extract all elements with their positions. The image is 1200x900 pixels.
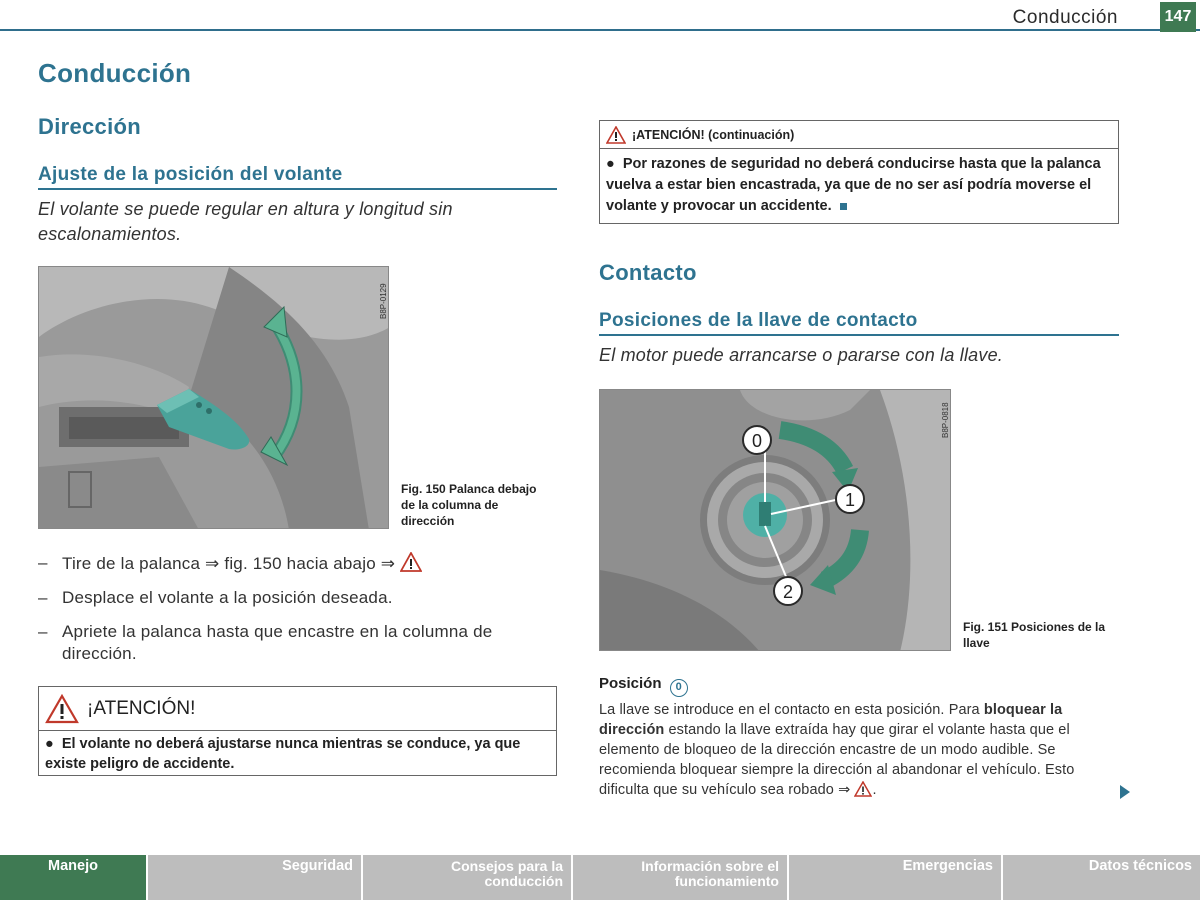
section-title-direccion: Dirección <box>38 114 141 139</box>
callout-2 <box>774 577 802 605</box>
position-number-badge: 0 <box>670 679 688 697</box>
subsection-title-ajuste-volante: Ajuste de la posición del volante <box>38 164 557 190</box>
tab-consejos-conduccion[interactable]: Consejos para la conducción <box>363 855 573 900</box>
step-1-text: Tire de la palanca ⇒ fig. 150 hacia abajo ⇒ <box>62 554 396 573</box>
figure-151-ignition-positions <box>599 389 951 651</box>
warning-box-header <box>39 687 556 731</box>
warning-cont-body <box>600 149 1118 217</box>
chapter-navigation-bar <box>0 855 1200 900</box>
callout-1 <box>836 485 864 513</box>
tab-seguridad[interactable]: Seguridad <box>148 855 363 900</box>
figure-151-caption <box>963 619 1123 651</box>
page-number: 147 <box>1160 2 1196 32</box>
running-header-title: Conducción <box>1012 7 1118 28</box>
figure-150-text: Palanca debajo de la columna de dirección <box>401 482 537 528</box>
figure-151-text: Posiciones de la llave <box>963 620 1106 650</box>
end-square-icon <box>840 203 847 210</box>
list-item <box>38 552 558 575</box>
list-item <box>38 587 558 609</box>
callout-1-label: 1 <box>844 490 856 510</box>
steering-column-illustration <box>39 267 389 529</box>
warning-cont-text: Por razones de seguridad no deberá conducirse hasta que la palanca vuelva a estar bien encastrada, ya que de no ser así podría moverse el volante y provocar un accidente. <box>606 156 1101 214</box>
bullet-icon: ● <box>606 156 623 172</box>
list-item <box>38 621 558 665</box>
body-text-part-2: estando la llave extraída hay que girar el volante hasta que el elemento de bloqueo de la dirección encastre de un modo audible. Se recomienda bloquear siempre la dirección al abandonar el vehículo. Esto dificulta que su vehículo sea robado ⇒ <box>599 722 1075 798</box>
figure-150-steering-lever <box>38 266 389 529</box>
tab-emergencias[interactable]: Emergencias <box>789 855 1003 900</box>
adjustment-steps-list <box>38 552 558 677</box>
position-heading-label: Posición <box>599 675 662 692</box>
intro-text-volante: El volante se puede regular en altura y longitud sin escalonamientos. <box>38 199 453 244</box>
warning-triangle-icon <box>606 126 626 144</box>
callout-2-label: 2 <box>782 582 794 602</box>
ignition-lock-illustration <box>600 390 951 651</box>
figure-150-caption <box>401 481 551 529</box>
callout-0 <box>743 426 771 454</box>
warning-triangle-icon <box>45 694 79 724</box>
figure-151-label: Fig. 151 <box>963 620 1008 634</box>
list-dash: – <box>38 553 48 572</box>
warning-body <box>39 731 556 774</box>
list-dash: – <box>38 622 48 641</box>
warning-title: ¡ATENCIÓN! <box>87 697 196 719</box>
continue-arrow-icon[interactable] <box>1120 785 1130 799</box>
warning-box-continuation <box>599 120 1119 224</box>
warning-cont-title: ¡ATENCIÓN! (continuación) <box>632 127 795 142</box>
tab-datos-tecnicos[interactable]: Datos técnicos <box>1003 855 1200 900</box>
warning-box-header <box>600 121 1118 149</box>
figure-150-label: Fig. 150 <box>401 482 446 496</box>
callout-0-label: 0 <box>751 431 763 451</box>
intro-text-contacto: El motor puede arrancarse o pararse con la llave. <box>599 345 1004 365</box>
subsection-title-posiciones-llave: Posiciones de la llave de contacto <box>599 310 1119 336</box>
header-rule <box>0 29 1200 31</box>
list-dash: – <box>38 588 48 607</box>
body-text-part-1: La llave se introduce en el contacto en esta posición. Para <box>599 702 984 718</box>
warning-box-volante <box>38 686 557 776</box>
warning-triangle-icon[interactable] <box>854 781 872 797</box>
position-0-body: La llave se introduce en el contacto en esta posición. Para bloquear la dirección estando la llave extraída hay que girar el volante hasta que el elemento de bloqueo de la dirección encastre de un modo audible. Se recomienda bloquear siempre la dirección al abandonar el vehículo. Esto dificulta que su vehículo sea robado ⇒ . <box>599 702 1075 798</box>
bullet-icon: ● <box>45 736 62 752</box>
step-2-text: Desplace el volante a la posición deseada. <box>62 588 393 607</box>
chapter-title: Conducción <box>38 58 192 88</box>
tab-informacion-funcionamiento[interactable]: Información sobre el funcionamiento <box>573 855 789 900</box>
warning-text: El volante no deberá ajustarse nunca mientras se conduce, ya que existe peligro de accidente. <box>45 736 521 772</box>
step-3-text: Apriete la palanca hasta que encastre en la columna de dirección. <box>62 622 493 663</box>
figure-code-151: B8P-0818 <box>941 402 950 438</box>
figure-code-150: B8P-0129 <box>379 283 388 319</box>
warning-triangle-icon[interactable] <box>400 552 422 572</box>
position-0-heading <box>599 675 688 697</box>
body-text-bold: bloquear la dirección <box>599 702 1063 738</box>
tab-manejo[interactable]: Manejo <box>0 855 148 900</box>
section-title-contacto: Contacto <box>599 260 697 285</box>
